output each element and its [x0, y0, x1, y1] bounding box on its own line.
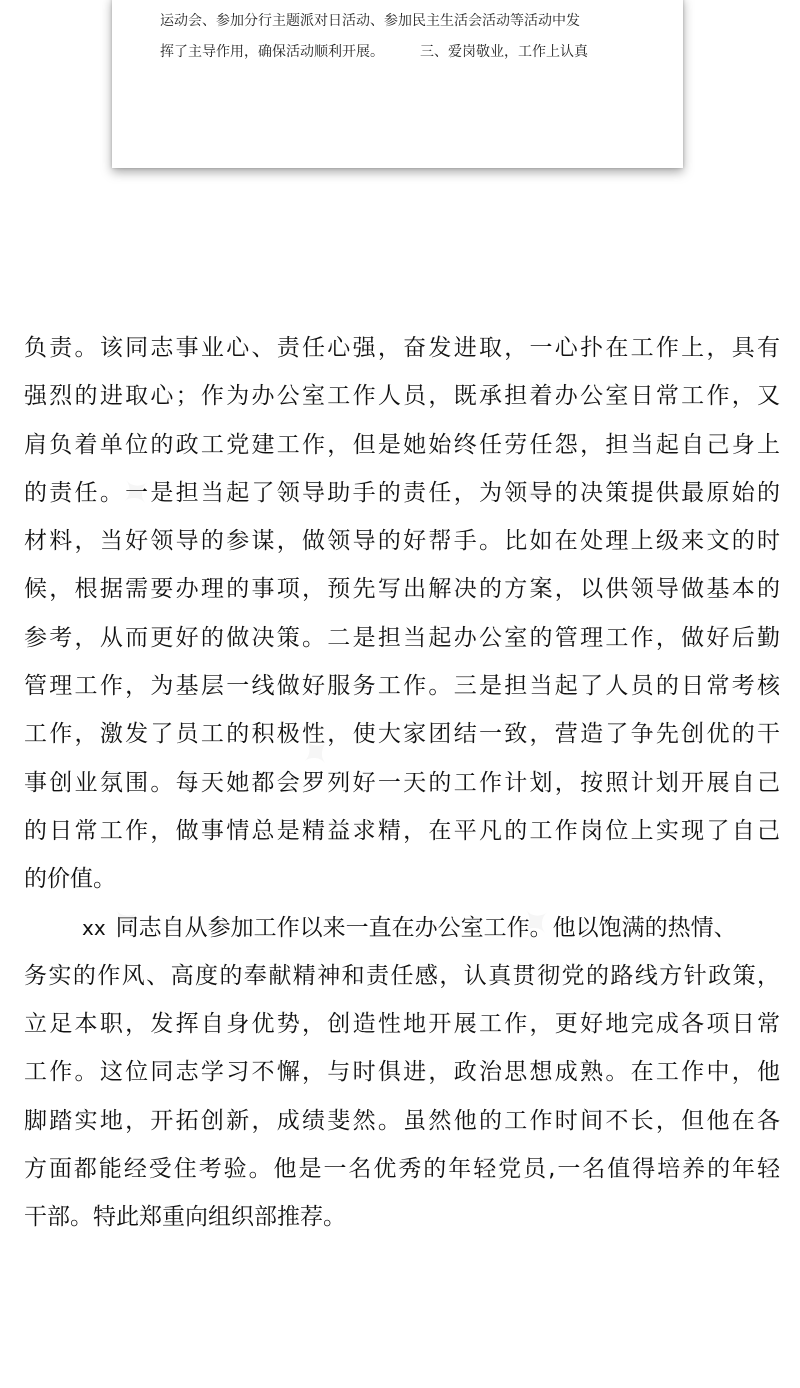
preview-line-1: 运动会、参加分行主题派对日活动、参加民主生活会活动等活动中发 — [160, 13, 580, 29]
text-line: 务实的作风、高度的奉献精神和责任感，认真贯彻党的路线方针政策， — [24, 962, 780, 989]
text-line: 立足本职，发挥自身优势，创造性地开展工作，更好地完成各项日常 — [24, 1011, 780, 1038]
text-line: 候，根据需要办理的事项，预先写出解决的方案，以供领导做基本的 — [24, 576, 780, 603]
text-line: 脚踏实地，开拓创新，成绩斐然。虽然他的工作时间不长，但他在各 — [24, 1107, 780, 1134]
paragraph-1 — [24, 324, 780, 904]
preview-card — [112, 0, 683, 168]
text-line: 的日常工作，做事情总是精益求精，在平凡的工作岗位上实现了自己 — [24, 817, 780, 844]
paragraph-2-prefix: xx — [82, 915, 106, 940]
text-line: 方面都能经受住考验。他是一名优秀的年轻党员,一名值得培养的年轻 — [24, 1156, 780, 1183]
text-line: 的责任。一是担当起了领导助手的责任，为领导的决策提供最原始的 — [24, 479, 780, 506]
text-line: 事创业氛围。每天她都会罗列好一天的工作计划，按照计划开展自己 — [24, 769, 780, 796]
text-line: 工作。这位同志学习不懈，与时俱进，政治思想成熟。在工作中，他 — [24, 1059, 780, 1086]
text-line: 材料，当好领导的参谋，做领导的好帮手。比如在处理上级来文的时 — [24, 528, 780, 555]
text-line: 工作，激发了员工的积极性，使大家团结一致，营造了争先创优的干 — [24, 721, 780, 748]
preview-line-2-text: 挥了主导作用，确保活动顺利开展。 — [160, 44, 384, 60]
paragraph-2-first-text: 同志自从参加工作以来一直在办公室工作。他以饱满的热情、 — [115, 914, 737, 941]
text-line: 参考，从而更好的做决策。二是担当起办公室的管理工作，做好后勤 — [24, 624, 780, 651]
preview-line-2 — [160, 37, 660, 68]
preview-text — [160, 6, 660, 68]
text-line: 强烈的进取心；作为办公室工作人员，既承担着办公室日常工作，又 — [24, 383, 780, 410]
paragraph-2 — [24, 904, 780, 1242]
text-line: 管理工作，为基层一线做好服务工作。三是担当起了人员的日常考核 — [24, 673, 780, 700]
document-body — [24, 324, 780, 1242]
preview-line-2-continuation: 三、爱岗敬业，工作上认真 — [420, 44, 588, 60]
text-line: 的价值。 — [24, 866, 116, 893]
text-line: 肩负着单位的政工党建工作，但是她始终任劳任怨，担当起自己身上 — [24, 431, 780, 458]
text-line: 干部。特此郑重向组织部推荐。 — [24, 1204, 346, 1231]
text-line: 负责。该同志事业心、责任心强，奋发进取，一心扑在工作上，具有 — [24, 335, 780, 361]
text-line-first — [24, 904, 780, 952]
